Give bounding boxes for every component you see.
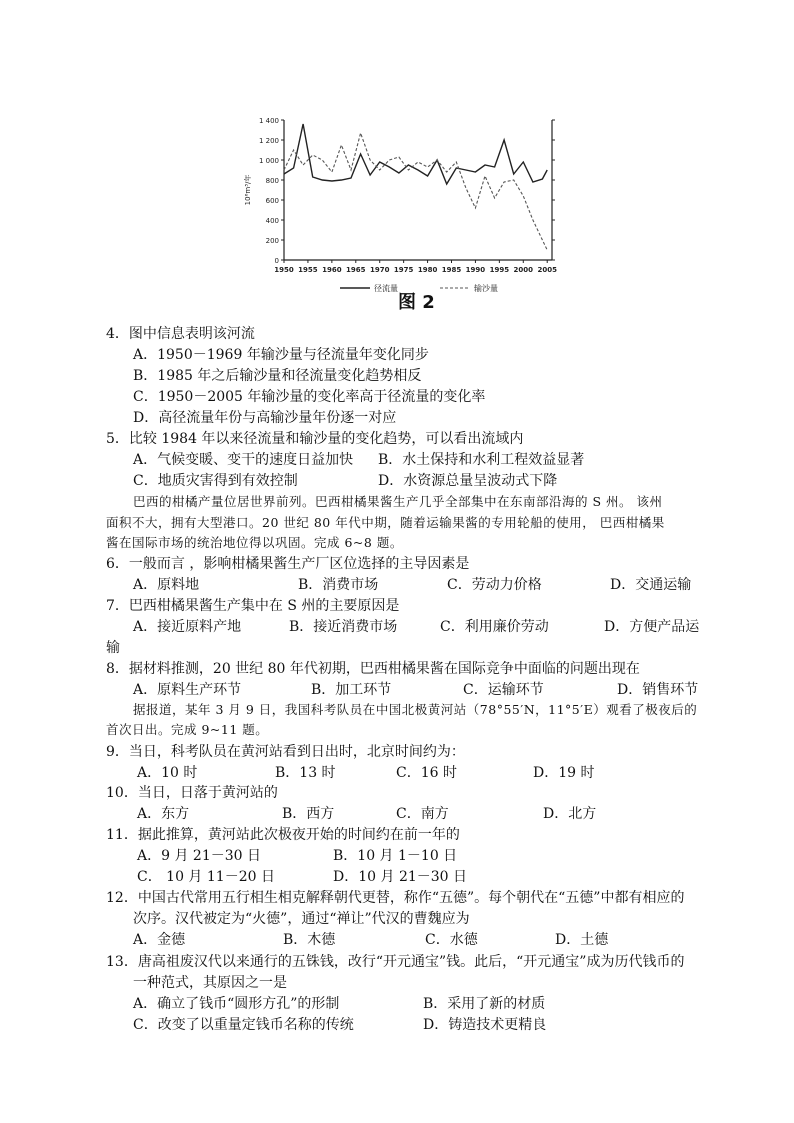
question-6-option-b: B．消费市场 — [298, 577, 379, 593]
question-11-option-d: D．10 月 21－30 日 — [333, 869, 468, 885]
material-1-line-2: 面积不大，拥有大型港口。20 世纪 80 年代中期，随着运输果酱的专用轮船的使用， 巴西柑橘果 — [106, 515, 665, 530]
question-9-option-c: C．16 时 — [396, 765, 457, 781]
question-6-option-d: D．交通运输 — [610, 577, 692, 593]
legend-label-sediment: 输沙量 — [474, 284, 498, 293]
question-4-stem: 4．图中信息表明该河流 — [106, 326, 255, 342]
question-9-stem: 9．当日，科考队员在黄河站看到日出时，北京时间约为： — [106, 744, 465, 760]
y-tick-label: 0 — [274, 257, 279, 265]
material-2-line-1: 据报道，某年 3 月 9 日，我国科考队员在中国北极黄河站（78°55′N，11°5′E）观看了极夜后的 — [133, 702, 698, 717]
question-9-option-b: B．13 时 — [275, 765, 336, 781]
x-tick-label: 1965 — [346, 266, 366, 274]
question-9-option-a: A．10 时 — [137, 765, 198, 781]
x-tick-label: 1985 — [441, 266, 462, 274]
question-7-option-b: B．接近消费市场 — [289, 619, 398, 635]
figure-caption: 图 2 — [398, 292, 435, 313]
question-8-option-b: B．加工环节 — [311, 682, 392, 698]
question-10-option-a: A．东方 — [137, 806, 190, 822]
y-tick-label: 1 200 — [258, 137, 279, 145]
x-tick-label: 1955 — [298, 266, 318, 274]
x-tick-label: 2005 — [537, 266, 557, 274]
question-7-stem: 7．巴西柑橘果酱生产集中在 S 州的主要原因是 — [106, 598, 400, 614]
question-8-option-c: C．运输环节 — [463, 682, 544, 698]
question-4-option-d: D．高径流量年份与高输沙量年份逐一对应 — [133, 410, 397, 426]
x-tick-label: 2000 — [513, 266, 534, 274]
material-2-line-2: 首次日出。完成 9~11 题。 — [106, 722, 269, 737]
question-10-option-d: D．北方 — [543, 806, 597, 822]
question-11-option-c: C． 10 月 11－20 日 — [137, 869, 275, 885]
y-tick-label: 1 400 — [258, 117, 279, 125]
question-10-option-b: B．西方 — [282, 806, 335, 822]
question-12-option-c: C．水德 — [425, 932, 478, 948]
question-8-option-d: D．销售环节 — [617, 682, 699, 698]
series-line-runoff — [284, 124, 547, 184]
question-7-option-d-wrap: 输 — [106, 640, 120, 656]
question-13-stem: 13．唐高祖废汉代以来通行的五铢钱，改行“开元通宝”钱。此后，“开元通宝”成为历代钱币的 — [106, 954, 685, 970]
question-4-option-b: B．1985 年之后输沙量和径流量变化趋势相反 — [133, 368, 422, 384]
question-13-option-b: B．采用了新的材质 — [423, 996, 546, 1012]
x-tick-label: 1975 — [393, 266, 414, 274]
question-6-stem: 6．一般而言 ，影响柑橘果酱生产厂区位选择的主导因素是 — [106, 556, 470, 572]
question-8-stem: 8．据材料推测，20 世纪 80 年代初期，巴西柑橘果酱在国际竞争中面临的问题出现在 — [106, 661, 640, 677]
question-12-stem-cont: 次序。汉代被定为“火德”，通过“禅让”代汉的曹魏应为 — [133, 911, 470, 927]
question-13-option-c: C．改变了以重量定钱币名称的传统 — [133, 1017, 354, 1033]
question-11-option-a: A．9 月 21－30 日 — [137, 848, 261, 864]
question-8-option-a: A．原料生产环节 — [133, 682, 242, 698]
question-13-stem-cont: 一种范式，其原因之一是 — [133, 975, 287, 991]
question-6-option-a: A．原料地 — [133, 577, 200, 593]
question-12-option-a: A．金德 — [133, 932, 186, 948]
y-tick-label: 600 — [265, 197, 279, 205]
question-4-option-a: A．1950－1969 年输沙量与径流量年变化同步 — [133, 347, 429, 363]
question-13-option-a: A．确立了钱币“圆形方孔”的形制 — [133, 996, 340, 1012]
material-1-line-1: 巴西的柑橘产量位居世界前列。巴西柑橘果酱生产几乎全部集中在东南部沿海的 S 州。 该州 — [133, 494, 663, 509]
question-5-option-a: A．气候变暖、变干的速度日益加快 — [133, 452, 354, 468]
material-1-line-3: 酱在国际市场的统治地位得以巩固。完成 6~8 题。 — [106, 535, 403, 550]
question-12-option-b: B．木德 — [283, 932, 336, 948]
question-10-stem: 10．当日，日落于黄河站的 — [106, 785, 278, 801]
question-11-stem: 11．据此推算，黄河站此次极夜开始的时间约在前一年的 — [106, 827, 460, 843]
y-tick-label: 800 — [265, 177, 279, 185]
question-11-option-b: B．10 月 1－10 日 — [333, 848, 458, 864]
runoff-sediment-chart — [240, 108, 580, 308]
y-tick-label: 200 — [265, 237, 279, 245]
question-7-option-d: D．方便产品运 — [604, 619, 700, 635]
x-tick-label: 1990 — [465, 266, 486, 274]
question-9-option-d: D．19 时 — [533, 765, 595, 781]
question-4-option-c: C．1950－2005 年输沙量的变化率高于径流量的变化率 — [133, 389, 486, 405]
question-13-option-d: D．铸造技术更精良 — [423, 1017, 547, 1033]
y-tick-label: 1 000 — [258, 157, 279, 165]
question-7-option-a: A．接近原料产地 — [133, 619, 242, 635]
legend-label-runoff: 径流量 — [374, 284, 398, 293]
question-5-stem: 5．比较 1984 年以来径流量和输沙量的变化趋势，可以看出流域内 — [106, 431, 524, 447]
y-axis-label: 10⁶m³/年 — [244, 174, 252, 206]
x-tick-label: 1960 — [322, 266, 342, 274]
x-tick-label: 1950 — [274, 266, 294, 274]
question-5-option-d: D．水资源总量呈波动式下降 — [378, 473, 558, 489]
question-12-stem: 12．中国古代常用五行相生相克解释朝代更替，称作“五德”。每个朝代在“五德”中都有相应的 — [106, 890, 685, 906]
x-tick-label: 1995 — [489, 266, 510, 274]
question-6-option-c: C．劳动力价格 — [447, 577, 542, 593]
question-5-option-b: B．水土保持和水利工程效益显著 — [378, 452, 585, 468]
x-tick-label: 1970 — [369, 266, 390, 274]
chart-svg — [240, 108, 580, 308]
x-tick-label: 1980 — [417, 266, 438, 274]
question-10-option-c: C．南方 — [396, 806, 449, 822]
question-7-option-c: C．利用廉价劳动 — [440, 619, 549, 635]
question-5-option-c: C．地质灾害得到有效控制 — [133, 473, 298, 489]
question-12-option-d: D．土德 — [555, 932, 609, 948]
y-tick-label: 400 — [265, 217, 279, 225]
